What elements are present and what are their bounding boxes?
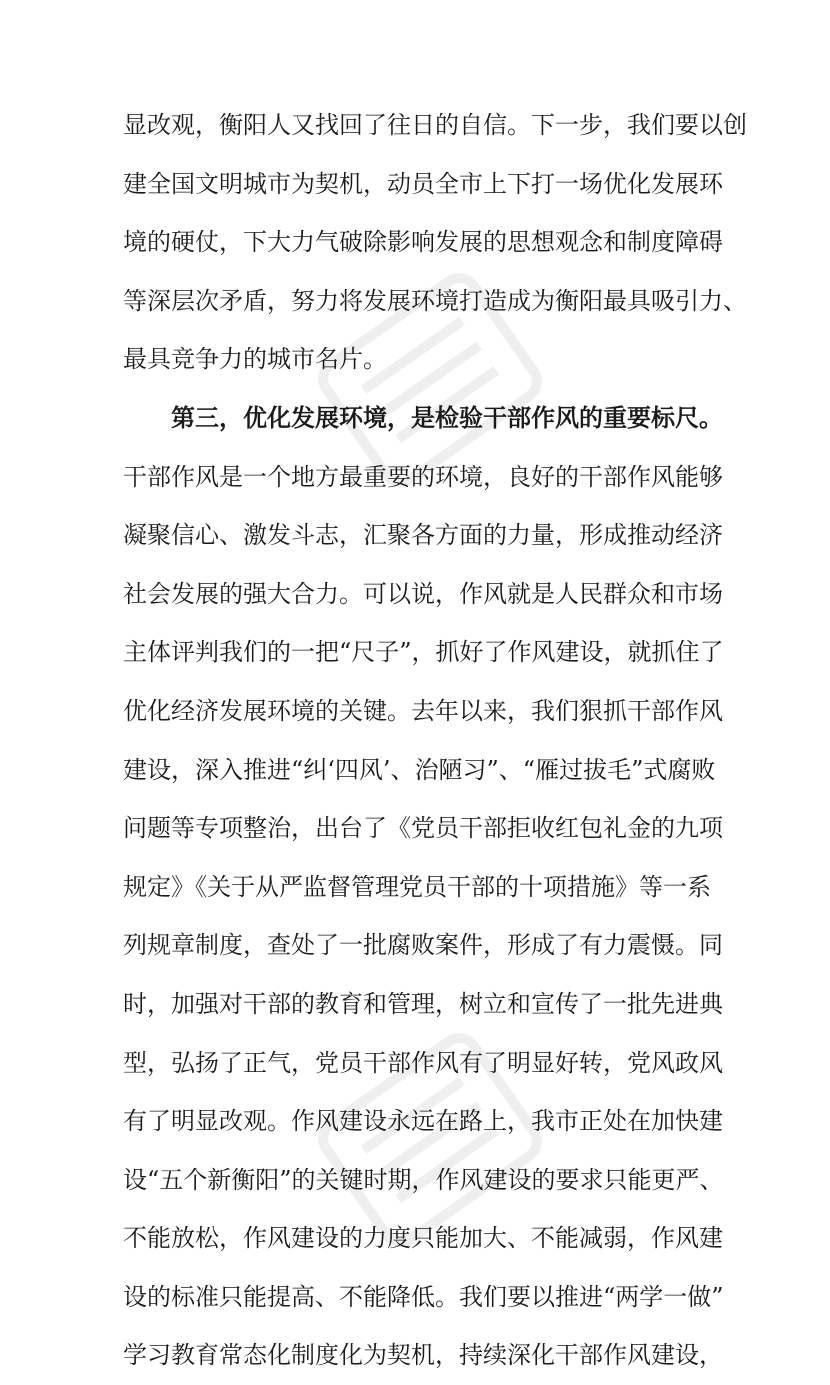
section-heading: 第三，优化发展环境，是检验干部作风的重要标尺。 xyxy=(171,402,723,432)
text-line: 干部作风是一个地方最重要的环境，良好的干部作风能够 xyxy=(123,462,723,491)
text-line: 型，弘扬了正气，党员干部作风有了明显好转，党风政风 xyxy=(123,1048,723,1077)
text-line: 学习教育常态化制度化为契机，持续深化干部作风建设， xyxy=(123,1341,723,1370)
text-line: 建设，深入推进“纠‘四风’、治陋习”、“雁过拔毛”式腐败 xyxy=(123,755,716,784)
text-line: 社会发展的强大合力。可以说，作风就是人民群众和市场 xyxy=(123,579,723,608)
text-line: 境的硬仗，下大力气破除影响发展的思想观念和制度障碍 xyxy=(123,228,723,257)
text-line: 建全国文明城市为契机，动员全市上下打一场优化发展环 xyxy=(123,169,723,198)
text-line: 有了明显改观。作风建设永远在路上，我市正处在加快建 xyxy=(123,1107,723,1136)
text-line: 主体评判我们的一把“尺子”，抓好了作风建设，就抓住了 xyxy=(123,638,724,667)
text-line: 最具竞争力的城市名片。 xyxy=(123,345,387,374)
text-line: 设的标准只能提高、不能降低。我们要以推进“两学一做” xyxy=(123,1282,724,1311)
text-line: 列规章制度，查处了一批腐败案件，形成了有力震慑。同 xyxy=(123,931,723,960)
text-line: 凝聚信心、激发斗志，汇聚各方面的力量，形成推动经济 xyxy=(123,521,723,550)
text-line: 规定》《关于从严监督管理党员干部的十项措施》等一系 xyxy=(123,872,711,901)
text-line: 显改观，衡阳人又找回了往日的自信。下一步，我们要以创 xyxy=(123,111,747,139)
text-line: 问题等专项整治，出台了《党员干部拒收红包礼金的九项 xyxy=(123,814,723,843)
text-line: 时，加强对干部的教育和管理，树立和宣传了一批先进典 xyxy=(123,989,723,1018)
text-line: 不能放松，作风建设的力度只能加大、不能减弱，作风建 xyxy=(123,1224,723,1253)
body-text xyxy=(123,96,747,1385)
text-line: 优化经济发展环境的关键。去年以来，我们狠抓干部作风 xyxy=(123,696,723,725)
text-line: 设“五个新衡阳”的关键时期，作风建设的要求只能更严、 xyxy=(123,1165,724,1194)
text-line: 等深层次矛盾，努力将发展环境打造成为衡阳最具吸引力、 xyxy=(123,286,747,315)
